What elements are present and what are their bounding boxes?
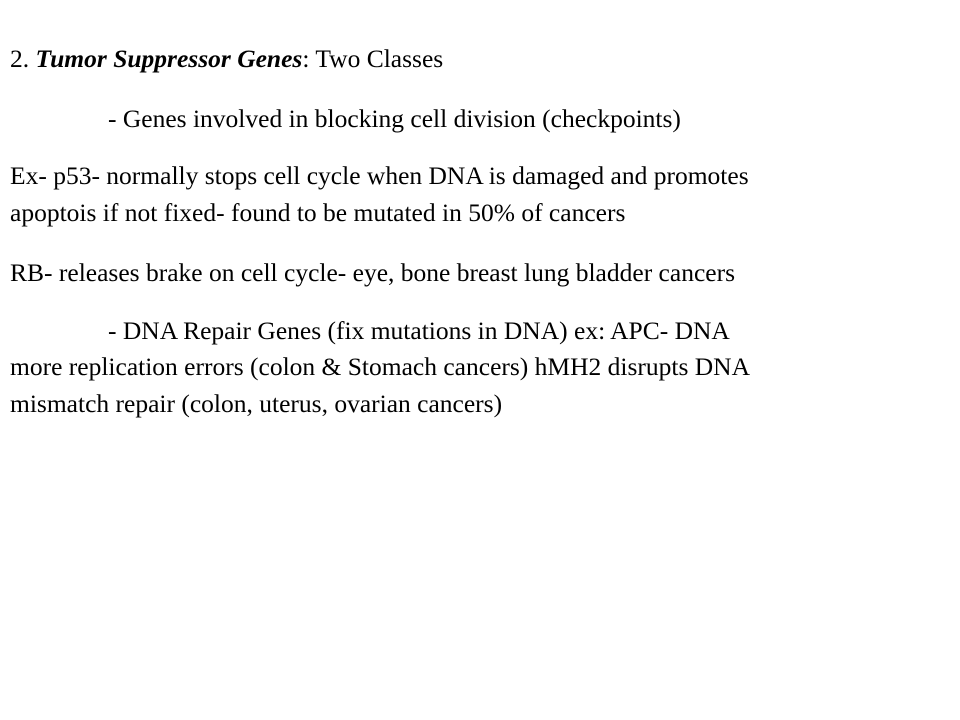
example-p53-line-2: apoptois if not fixed- found to be mutated in 50% of cancers bbox=[10, 198, 626, 227]
heading-rest: : Two Classes bbox=[302, 44, 444, 73]
heading-term: Tumor Suppressor Genes bbox=[35, 44, 303, 73]
example-p53-line-1: Ex- p53- normally stops cell cycle when DNA is damaged and promotes bbox=[10, 161, 749, 190]
example-rb-line: RB- releases brake on cell cycle- eye, bone breast lung bladder cancers bbox=[10, 258, 735, 287]
heading-number: 2. bbox=[10, 44, 36, 73]
class-one-line: - Genes involved in blocking cell division (checkpoints) bbox=[108, 104, 681, 133]
class-two-line-3: mismatch repair (colon, uterus, ovarian cancers) bbox=[10, 389, 503, 418]
class-two-line-2: more replication errors (colon & Stomach cancers) hMH2 disrupts DNA bbox=[10, 352, 751, 381]
heading-line bbox=[10, 43, 955, 75]
class-two-line-1: - DNA Repair Genes (fix mutations in DNA) ex: APC- DNA bbox=[108, 316, 730, 345]
